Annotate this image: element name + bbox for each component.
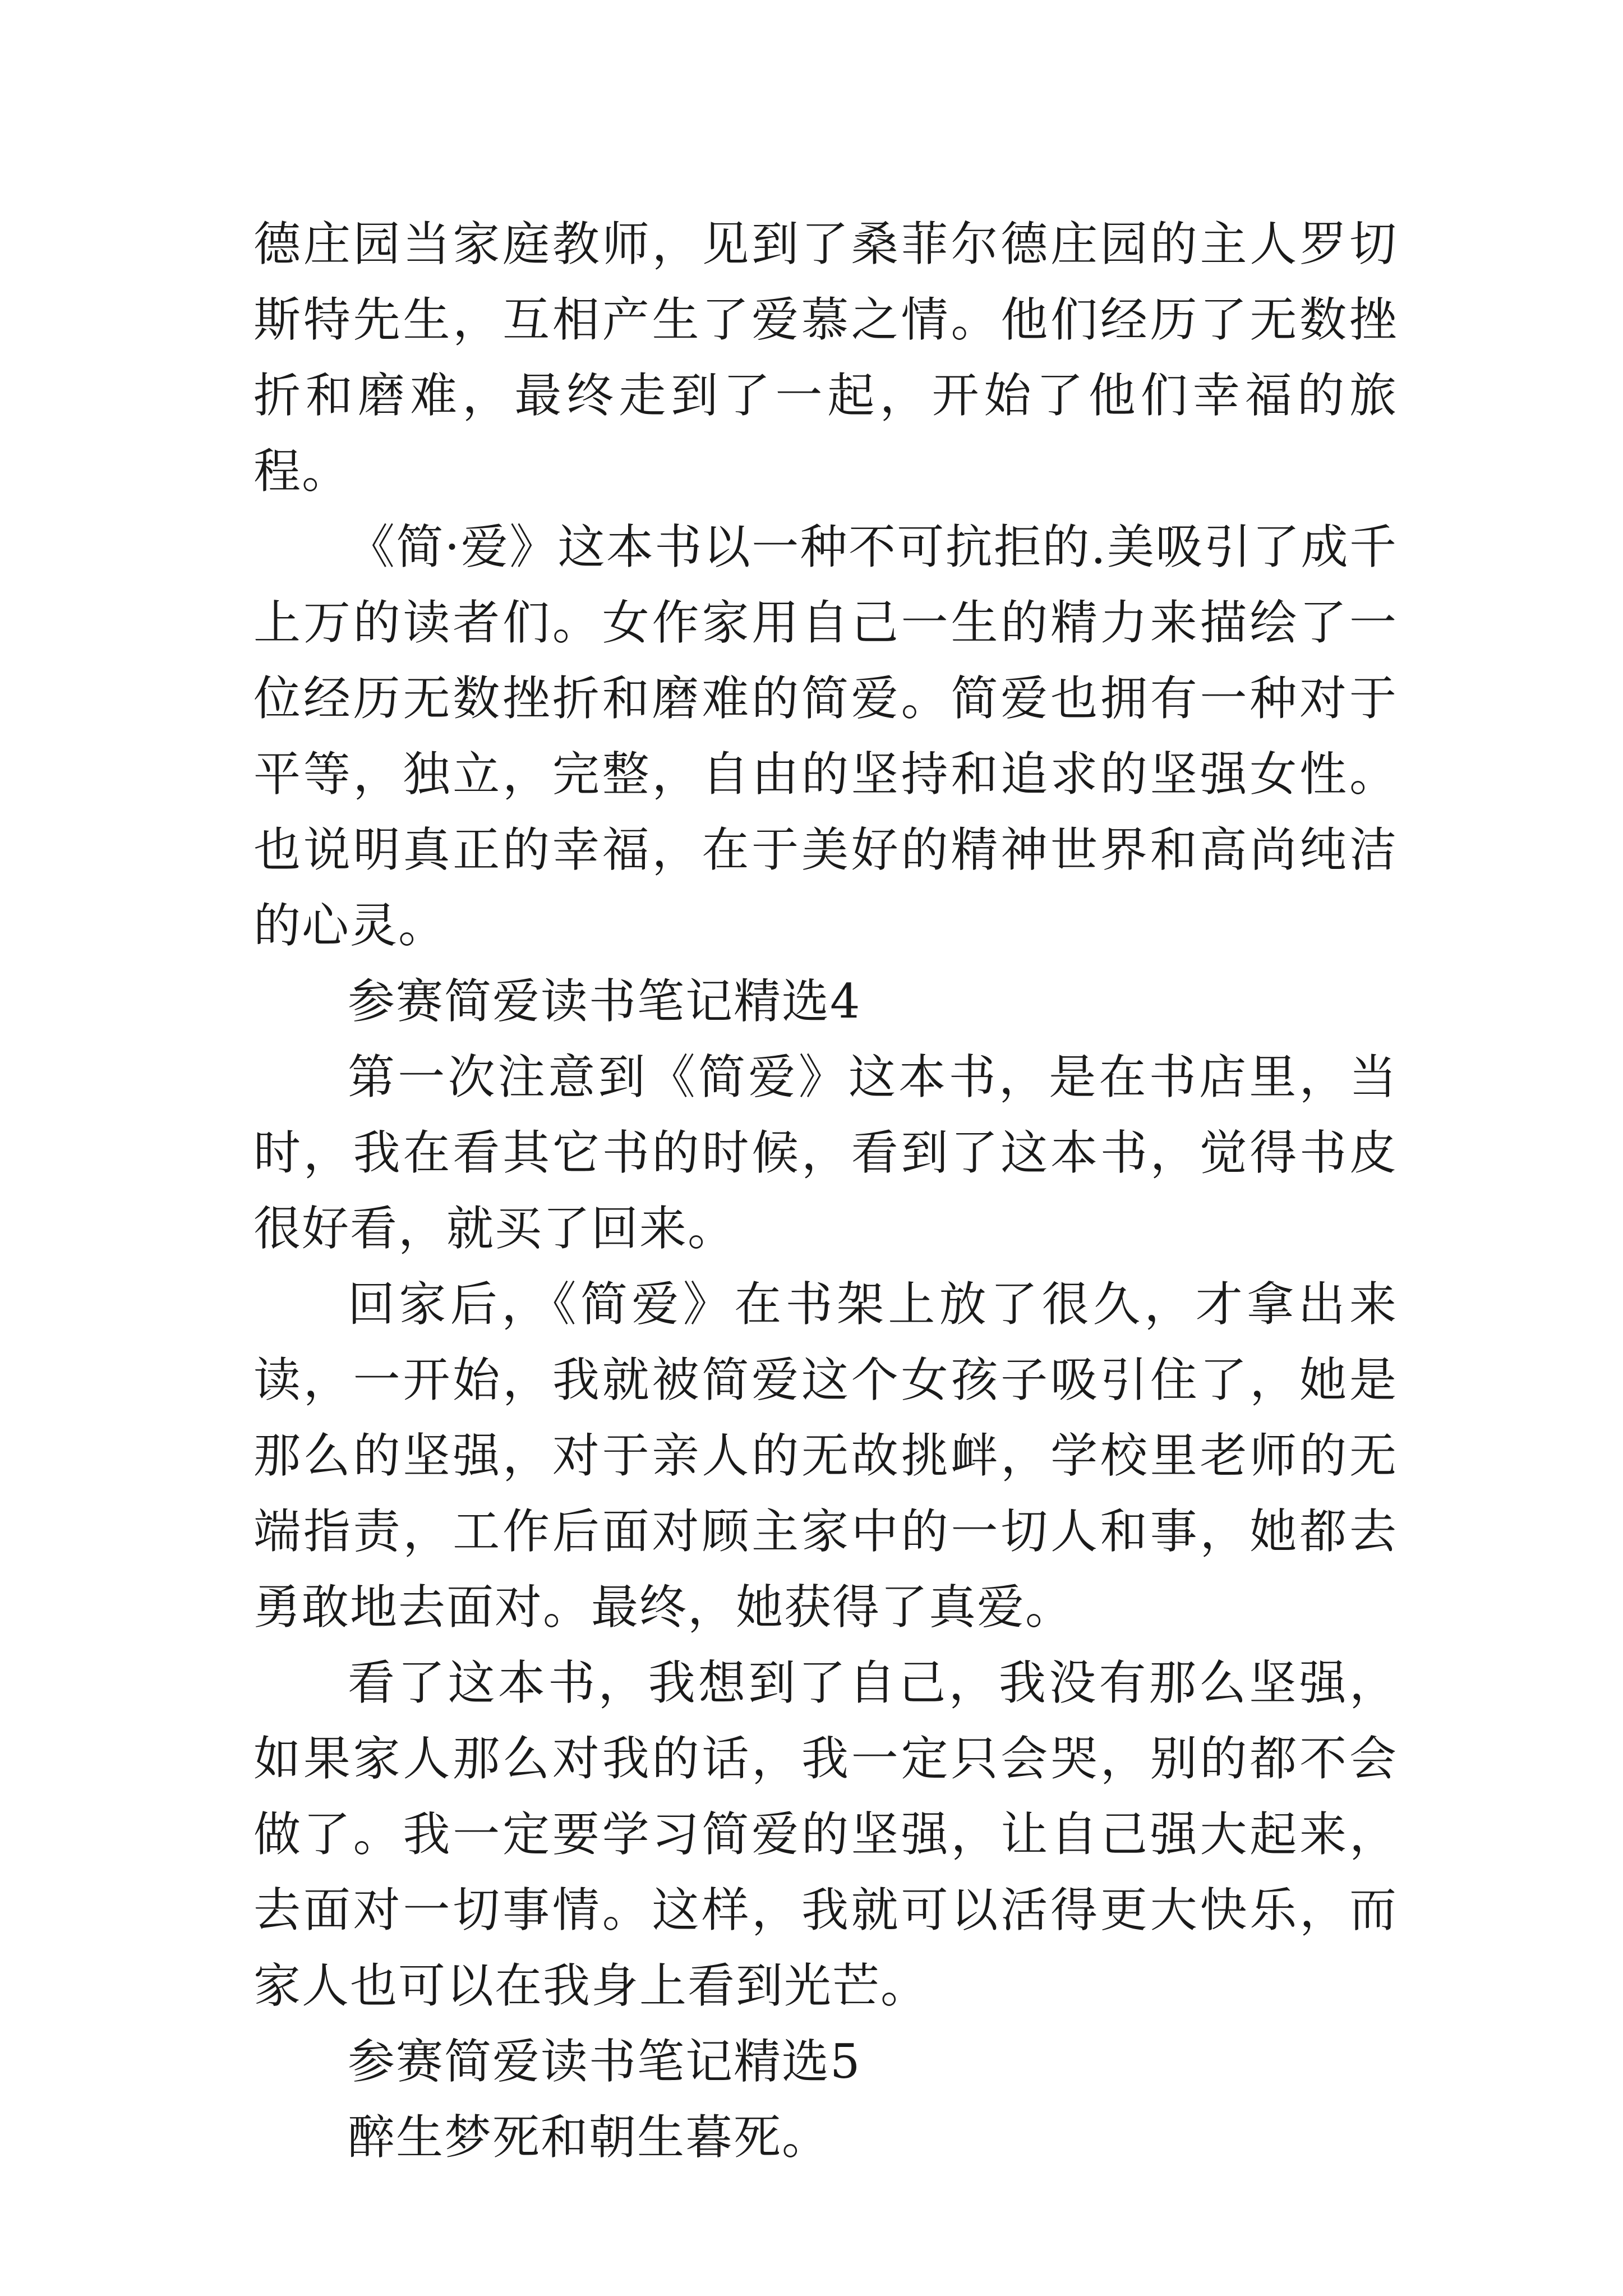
paragraph-book-review: 《简·爱》这本书以一种不可抗拒的.美吸引了成千上万的读者们。女作家用自己一生的精力来描绘了一位经历无数挫折和磨难的简爱。简爱也拥有一种对于平等，独立，完整，自由的坚持和追求的坚强女性。也说明真正的幸福，在于美好的精神世界和高尚纯洁的心灵。 [253, 519, 1398, 953]
paragraph-continuation: 德庄园当家庭教师，见到了桑菲尔德庄园的主人罗切斯特先生，互相产生了爱慕之情。他们经历了无数挫折和磨难，最终走到了一起，开始了他们幸福的旅程。 [253, 217, 1398, 499]
section-heading-5: 参赛简爱读书笔记精选5 [348, 2034, 861, 2089]
paragraph-reflection: 看了这本书，我想到了自己，我没有那么坚强，如果家人那么对我的话，我一定只会哭，别的都不会做了。我一定要学习简爱的坚强，让自己强大起来，去面对一切事情。这样，我就可以活得更大快乐，而家人也可以在我身上看到光芒。 [253, 1655, 1398, 2013]
paragraph-reading-at-home: 回家后，《简爱》在书架上放了很久，才拿出来读，一开始，我就被简爱这个女孩子吸引住了，她是那么的坚强，对于亲人的无故挑衅，学校里老师的无端指责，工作后面对顾主家中的一切人和事，她都去勇敢地去面对。最终，她获得了真爱。 [253, 1277, 1398, 1635]
paragraph-first-notice: 第一次注意到《简爱》这本书，是在书店里，当时，我在看其它书的时候，看到了这本书，觉得书皮很好看，就买了回来。 [253, 1050, 1398, 1256]
document-body [253, 206, 1398, 2175]
paragraph-opening-line: 醉生梦死和朝生暮死。 [348, 2110, 831, 2165]
section-heading-4: 参赛简爱读书笔记精选4 [348, 974, 861, 1029]
